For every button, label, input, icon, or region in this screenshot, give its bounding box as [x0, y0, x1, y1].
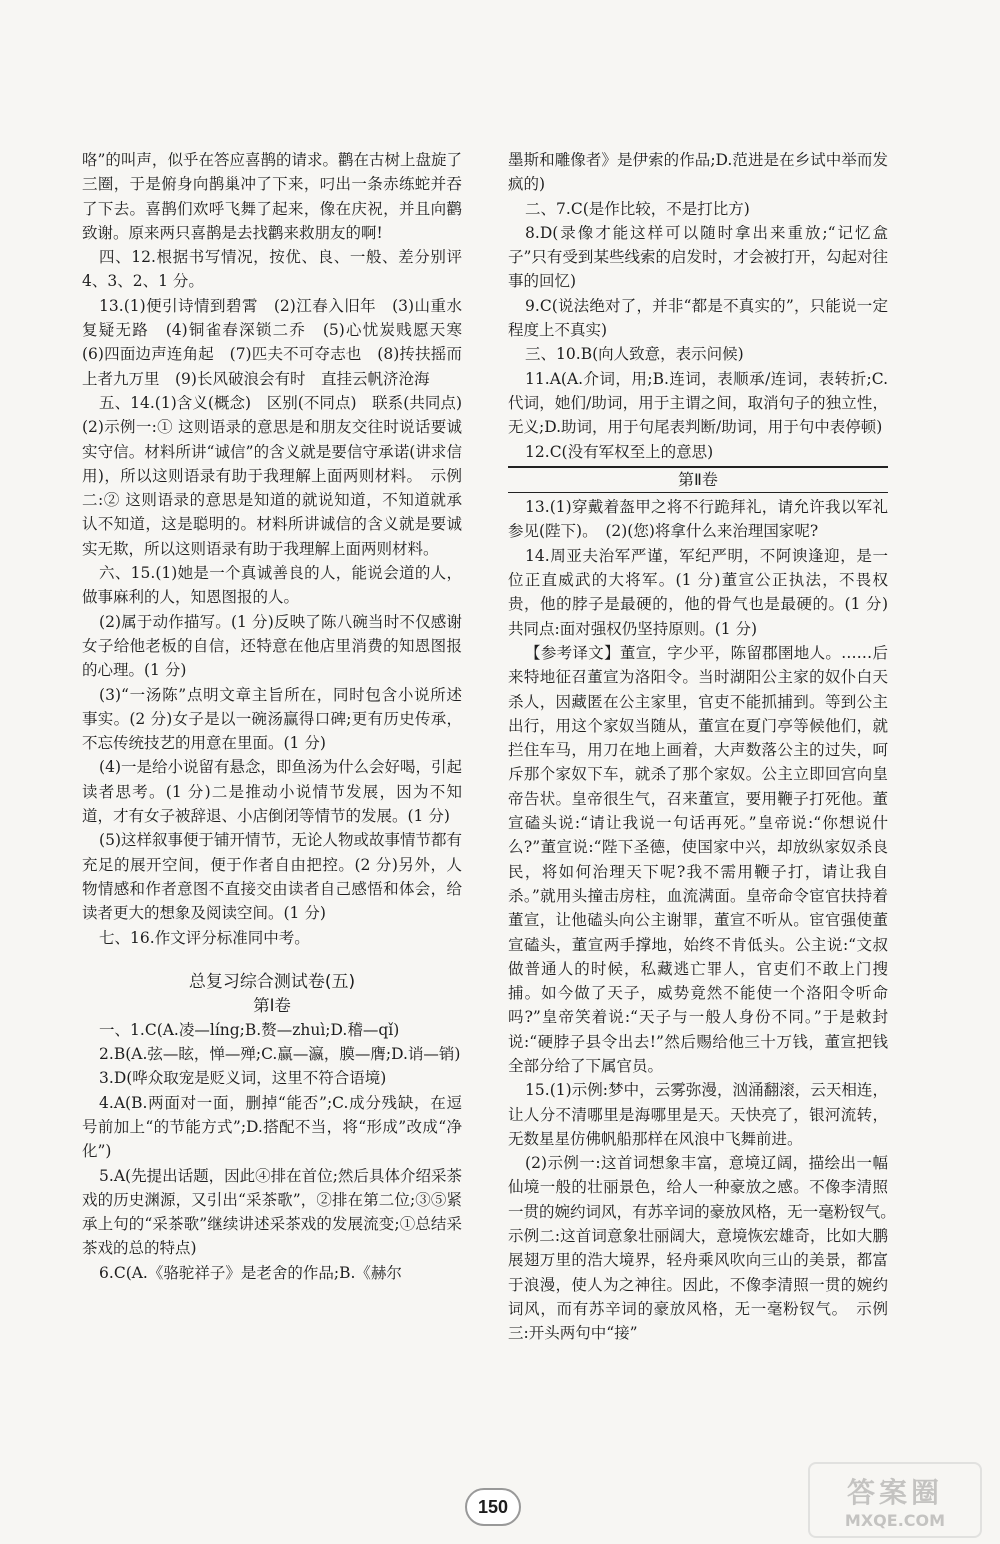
- section-band: 第Ⅱ卷: [508, 466, 888, 493]
- right-para: 墨斯和雕像者》是伊索的作品;D.范进是在乡试中举而发疯的): [508, 151, 888, 194]
- left-para: 咯”的叫声，似乎在答应喜鹊的请求。鹳在古树上盘旋了三圈，于是俯身向鹊巢冲了下来，叼出一条赤练蛇并吞了下去。喜鹊们欢呼飞舞了起来，像在庆祝，并且向鹳致谢。原来两只喜鹊是去找鹳来救朋友的啊!: [82, 151, 462, 242]
- right-para: (2)示例一:这首词想象丰富，意境辽阔，描绘出一幅仙境一般的壮丽景色，给人一种豪放之感。不像李清照一贯的婉约词风，有苏辛词的豪放风格，无一毫粉钗气。 示例二:这首词意象壮丽阔大，意境恢宏雄奇，比如大鹏展翅万里的浩大境界，轻舟乘风吹向三山的美景，都富于浪漫，使人为之神往。因此，不像李清照一贯的婉约词风，而有苏辛词的豪放风格，无一毫粉钗气。 示例三:开头两句中“接”: [508, 1154, 904, 1343]
- page-number: 150: [465, 1488, 521, 1526]
- right-para: 12.C(没有军权至上的意思): [525, 442, 714, 461]
- left-para: 2.B(A.弦—眩，惮—殚;C.赢—瀛，膜—膺;D.诮—销): [99, 1045, 461, 1064]
- section-title: 总复习综合测试卷(五): [188, 971, 356, 992]
- watermark-logo: [808, 1462, 982, 1538]
- left-para: 五、14.(1)含义(概念) 区别(不同点) 联系(共同点) (2)示例一:① 这则语录的意思是和朋友交往时说话要诚实守信。材料所讲“诚信”的含义就是要信守承诺(讲求信用)，所以这则语录有助于我理解上面两则材料。 示例二:② 这则语录的意思是知道的就说知道，不知道就承认不知道，这是聪明的。材料所讲诚信的含义就是要诚实无欺，所以这则语录有助于我理解上面两则材料。: [82, 393, 478, 558]
- left-para: 3.D(哗众取宠是贬义词，这里不符合语境): [99, 1069, 387, 1088]
- left-column: [82, 148, 478, 1285]
- left-para: 13.(1)便引诗情到碧霄 (2)江春入旧年 (3)山重水复疑无路 (4)铜雀春深锁二乔 (5)心忧炭贱愿天寒 (6)四面边声连角起 (7)匹夫不可夺志也 (8)抟扶摇而上者九万里 (9)长风破浪会有时 直挂云帆济沧海: [82, 296, 478, 388]
- left-para: (4)一是给小说留有悬念，即鱼汤为什么会好喝，引起读者思考。(1 分)二是推动小说情节发展，因为不知道，才有女子被辞退、小店倒闭等情节的发展。(1 分): [82, 758, 463, 826]
- right-para: 14.周亚夫治军严谨，军纪严明，不阿谀逢迎，是一位正直威武的大将军。(1 分)董宣公正执法，不畏权贵，他的脖子是最硬的，他的骨气也是最硬的。(1 分) 共同点:面对强权仍坚持原则。(1 分): [508, 546, 904, 638]
- left-para: (5)这样叙事便于铺开情节，无论人物或故事情节都有充足的展开空间，便于作者自由把控。(2 分)另外，人物情感和作者意图不直接交由读者自己感悟和体会，给读者更大的想象及阅读空间。(1 分): [82, 831, 463, 923]
- right-para: 9.C(说法绝对了，并非“都是不真实的”，只能说一定程度上不真实): [508, 296, 888, 340]
- left-para: 四、12.根据书写情况，按优、良、一般、差分别评 4、3、2、1 分。: [82, 248, 462, 291]
- right-para: 11.A(A.介词，用;B.连词，表顺承/连词，表转折;C.代词，她们/助词，用于主谓之间，取消句子的独立性，无义;D.助词，用于句尾表判断/助词，用于句中表停顿): [508, 369, 888, 437]
- left-para: (2)属于动作描写。(1 分)反映了陈八碗当时不仅感谢女子给他老板的自信，还特意在他店里消费的知恩图报的心理。(1 分): [82, 612, 462, 680]
- section-subtitle: 第Ⅰ卷: [253, 995, 291, 1015]
- watermark-text: 答案圈: [846, 1475, 943, 1509]
- watermark-url: MXQE.COM: [844, 1510, 946, 1530]
- right-para: 8.D(录像才能这样可以随时拿出来重放;“记忆盒子”只有受到某些线索的启发时，才会被打开，勾起对往事的回忆): [508, 223, 888, 291]
- left-para: 一、1.C(A.凌—líng;B.赘—zhuì;D.稽—qǐ): [99, 1020, 400, 1039]
- right-para: 15.(1)示例:梦中，云雾弥漫，汹涌翻滚，云天相连，让人分不清哪里是海哪里是天。天快亮了，银河流转，无数星星仿佛帆船那样在风浪中飞舞前进。: [508, 1081, 888, 1148]
- right-para: 【参考译文】董宣，字少平，陈留郡圉地人。……后来特地征召董宣为洛阳令。当时湖阳公主家的奴仆白天杀人，因藏匿在公主家里，官吏不能抓捕到。等到公主出行，用这个家奴当随从，董宣在夏门亭等候他们，就拦住车马，用刀在地上画着，大声数落公主的过失，呵斥那个家奴下车，就杀了那个家奴。公主立即回宫向皇帝告状。皇帝很生气，召来董宣，要用鞭子打死他。董宣磕头说:“请让我说一句话再死。”皇帝说:“你想说什么?”董宣说:“陛下圣德，使国家中兴，却放纵家奴杀良民，将如何治理天下呢?我不需用鞭子打，请让我自杀。”就用头撞击房柱，血流满面。皇帝命令宦官扶持着董宣，让他磕头向公主谢罪，董宣不听从。宦官强使董宣磕头，董宣两手撑地，始终不肯低头。公主说:“文叔做普通人的时候，私藏逃亡罪人，官吏们不敢上门搜捕。如今做了天子，威势竟然不能使一个洛阳令听命吗?”皇帝笑着说:“天子与一般人身份不同。”于是敕封说:“硬脖子县令出去!”然后赐给他三十万钱，董宣把钱全部分给了下属官员。: [508, 643, 888, 1075]
- right-para: 三、10.B(向人致意，表示问候): [525, 345, 744, 364]
- left-para: 六、15.(1)她是一个真诚善良的人，能说会道的人，做事麻利的人，知恩图报的人。: [82, 564, 462, 607]
- left-para: 4.A(B.两面对一面，删掉“能否”;C.成分残缺，在逗号前加上“的节能方式”;D.搭配不当，将“形成”改成“净化”): [82, 1093, 462, 1161]
- right-para: 13.(1)穿戴着盔甲之将不行跪拜礼，请允许我以军礼参见(陛下)。 (2)(您)将拿什么来治理国家呢?: [508, 498, 888, 541]
- left-para: 5.A(先提出话题，因此④排在首位;然后具体介绍采茶戏的历史渊源，又引出“采茶歌”，②排在第二位;③⑤紧承上句的“采茶歌”继续讲述采茶戏的发展流变;①总结采茶戏的总的特点): [82, 1166, 462, 1258]
- left-para: (3)“一汤陈”点明文章主旨所在，同时包含小说所述事实。(2 分)女子是以一碗汤赢得口碑;更有历史传承，不忘传统技艺的用意在里面。(1 分): [82, 685, 462, 753]
- left-para: 七、16.作文评分标准同中考。: [99, 928, 310, 947]
- right-column: [508, 148, 904, 1346]
- right-para: 二、7.C(是作比较，不是打比方): [525, 199, 750, 218]
- left-para: 6.C(A.《骆驼祥子》是老舍的作品;B.《赫尔: [99, 1263, 402, 1282]
